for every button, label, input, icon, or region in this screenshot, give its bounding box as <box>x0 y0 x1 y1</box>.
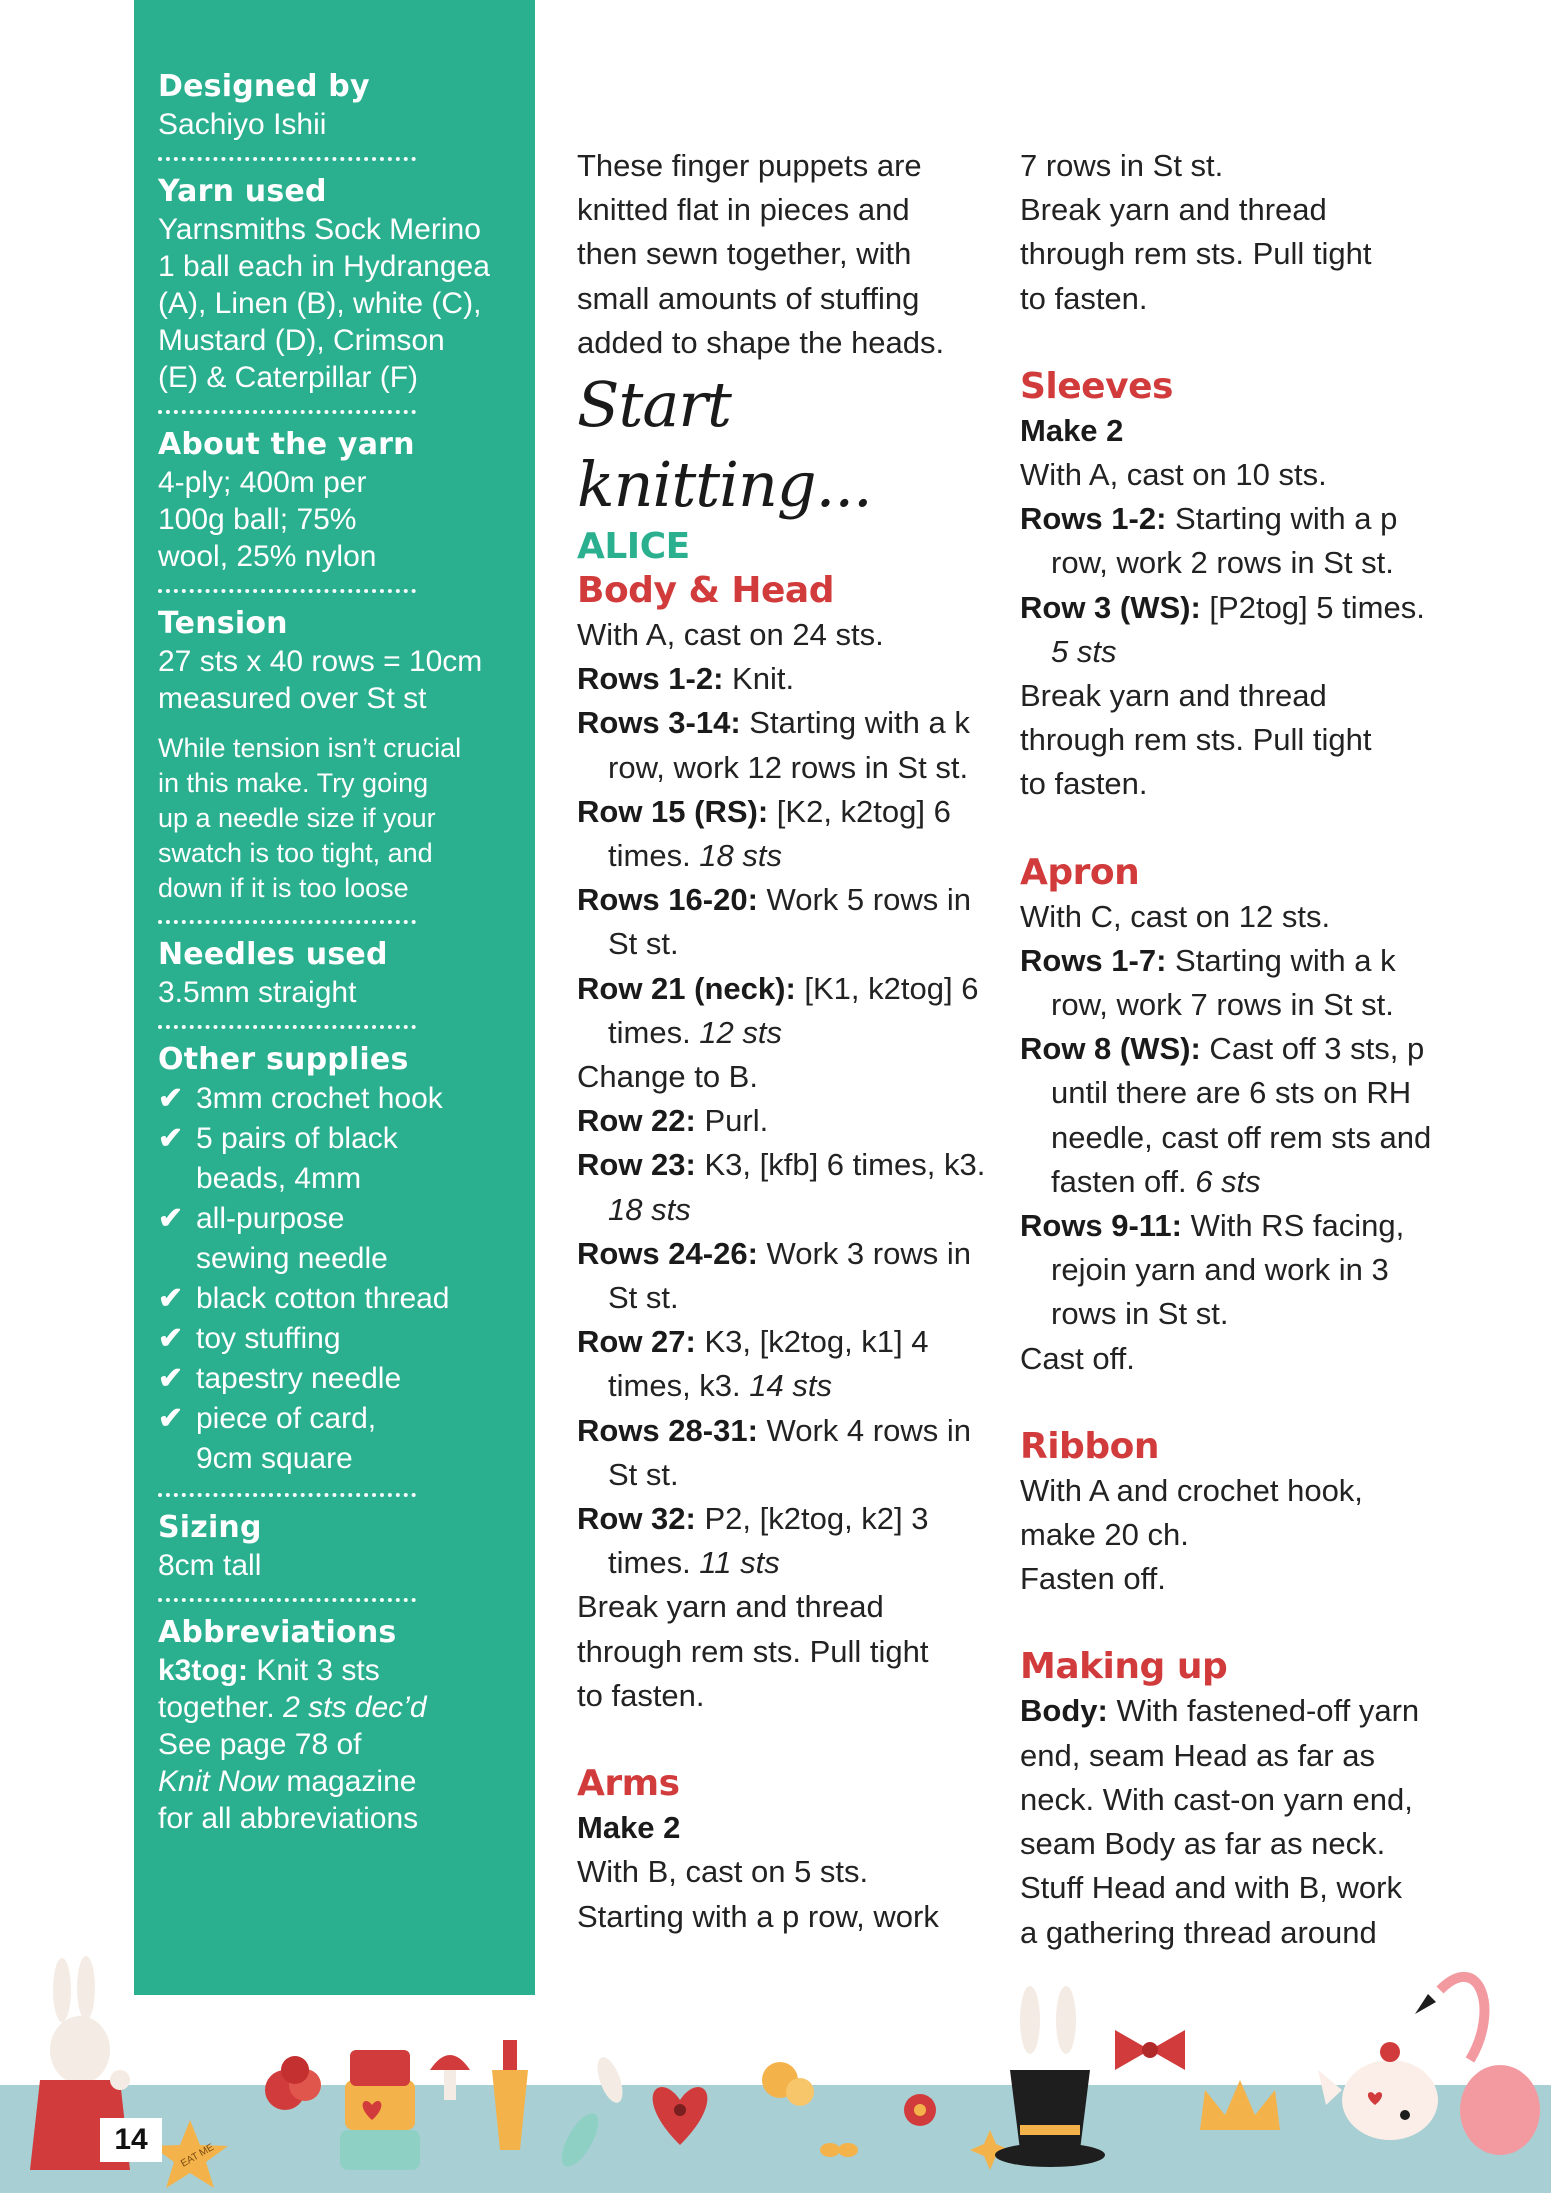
supplies-block <box>158 1041 513 1479</box>
teacup-icon <box>340 2050 420 2170</box>
check-icon: ✔ <box>158 1122 184 1155</box>
about-yarn-label: About the yarn <box>158 427 415 462</box>
instruction-row <box>577 790 987 878</box>
supply-text: toy stuffing <box>196 1322 341 1355</box>
instruction: end, seam Head as far as <box>1020 1737 1375 1773</box>
making-up-heading: Making up <box>1020 1646 1228 1688</box>
yarn-used-line: (A), Linen (B), white (C), <box>158 287 482 320</box>
check-icon: ✔ <box>158 1362 184 1395</box>
list-item <box>158 1279 513 1319</box>
needles-block <box>158 936 513 1011</box>
make-count <box>1020 409 1440 453</box>
star-icon <box>152 2120 228 2188</box>
about-yarn-line: 4-ply; 400m per <box>158 466 367 499</box>
mushroom-icon <box>430 2055 470 2100</box>
make-label: Make 2 <box>577 1810 681 1846</box>
row-text: P2, [k2tog, k2] 3 times. <box>608 1501 929 1581</box>
instruction: make 20 ch. <box>1020 1517 1189 1553</box>
instruction-row <box>577 1320 987 1408</box>
list-item <box>158 1199 513 1279</box>
instruction: Fasten off. <box>1020 1561 1166 1597</box>
ribbon-heading: Ribbon <box>1020 1425 1159 1467</box>
instruction-row <box>1020 1027 1440 1204</box>
tension-note-line: down if it is too loose <box>158 873 409 903</box>
stitch-count: 5 sts <box>1051 633 1117 669</box>
row-label: Rows 24-26: <box>577 1235 758 1271</box>
row-label: Rows 16-20: <box>577 882 758 918</box>
instruction: neck. With cast-on yarn end, <box>1020 1781 1413 1817</box>
row-text: K3, [k2tog, k1] 4 times, k3. <box>608 1324 929 1404</box>
row-label: Row 8 (WS): <box>1020 1031 1201 1067</box>
instruction: Break yarn and thread <box>1020 192 1327 228</box>
sizing-block <box>158 1509 513 1584</box>
instruction-row <box>1020 1204 1440 1337</box>
divider <box>158 920 416 924</box>
abbreviation-def: 2 sts dec’d <box>283 1691 427 1724</box>
instruction-row <box>1020 497 1440 585</box>
abbreviation-entry <box>158 1689 513 1726</box>
row-label: Rows 1-7: <box>1020 942 1167 978</box>
needles-value: 3.5mm straight <box>158 976 357 1009</box>
potion-icon <box>492 2040 528 2150</box>
instruction: Stuff Head and with B, work <box>1020 1870 1402 1906</box>
tension-label: Tension <box>158 606 288 641</box>
yarn-used-label: Yarn used <box>158 174 327 209</box>
divider <box>158 1598 416 1602</box>
abbreviations-label: Abbreviations <box>158 1615 397 1650</box>
teapot-icon <box>1318 2042 1438 2140</box>
stitch-count: 12 sts <box>699 1014 783 1050</box>
arms-heading: Arms <box>577 1763 680 1805</box>
butterfly-icon <box>820 2143 858 2157</box>
heart-lock-icon <box>653 2087 708 2145</box>
instruction-row <box>577 967 987 1055</box>
tension-note-line: While tension isn’t crucial <box>158 733 462 763</box>
check-icon: ✔ <box>158 1202 184 1235</box>
apron-heading: Apron <box>1020 851 1140 893</box>
yarn-used-line: Mustard (D), Crimson <box>158 324 445 357</box>
instruction: to fasten. <box>1020 766 1148 802</box>
instruction: 7 rows in St st. <box>1020 148 1224 183</box>
divider <box>158 1493 416 1497</box>
stitch-count: 11 sts <box>699 1545 780 1581</box>
abbreviation-def: together. <box>158 1691 284 1724</box>
intro-line: added to shape the heads. <box>577 324 945 360</box>
instruction: Break yarn and thread <box>1020 678 1327 714</box>
instruction-row <box>577 1409 987 1497</box>
page-number: 14 <box>100 2118 162 2162</box>
row-label: Row 23: <box>577 1147 696 1183</box>
row-text: Purl. <box>695 1103 769 1139</box>
tension-note-line: up a needle size if your <box>158 803 436 833</box>
abbreviation-term: k3tog: <box>158 1654 248 1687</box>
tension-note-line: swatch is too tight, and <box>158 838 433 868</box>
row-label: Rows 3-14: <box>577 705 741 741</box>
instruction: to fasten. <box>577 1677 705 1713</box>
row-label: Row 22: <box>577 1103 696 1139</box>
instruction: a gathering thread around <box>1020 1914 1377 1950</box>
row-label: Rows 1-2: <box>577 661 724 697</box>
instruction: Cast off. <box>1020 1340 1135 1376</box>
supply-text: black cotton thread <box>196 1282 450 1315</box>
list-item <box>158 1079 513 1119</box>
red-flower-icon <box>904 2094 936 2126</box>
stitch-count: 14 sts <box>749 1368 832 1404</box>
instruction: Change to B. <box>577 1059 758 1095</box>
abbreviation-text: magazine <box>278 1765 417 1798</box>
about-yarn-line: 100g ball; 75% <box>158 503 357 536</box>
instruction: With B, cast on 5 sts. <box>577 1854 869 1890</box>
row-text: With fastened-off yarn <box>1107 1693 1420 1729</box>
instruction: Starting with a p row, work <box>577 1898 939 1934</box>
instruction: through rem sts. Pull tight <box>1020 236 1372 272</box>
instruction: With A and crochet hook, <box>1020 1472 1363 1508</box>
instruction-row <box>577 1099 987 1143</box>
magazine-name: Knit Now <box>158 1765 279 1798</box>
flamingo-icon <box>1415 1977 1540 2155</box>
row-text: [K2, k2tog] 6 times. <box>608 793 951 874</box>
divider <box>158 410 416 414</box>
abbreviations-block <box>158 1614 513 1837</box>
yarn-used-line: 1 ball each in Hydrangea <box>158 250 490 283</box>
row-text: Work 3 rows in St st. <box>608 1235 971 1316</box>
supply-text: 9cm square <box>196 1442 353 1475</box>
instruction: With C, cast on 12 sts. <box>1020 898 1331 934</box>
top-hat-icon <box>995 1986 1105 2167</box>
intro-line: These finger puppets are <box>577 148 922 183</box>
supply-text: piece of card, <box>196 1402 377 1435</box>
sleeves-heading: Sleeves <box>1020 365 1173 407</box>
row-text: Work 5 rows in St st. <box>608 882 971 962</box>
tension-block <box>158 605 513 906</box>
designed-by-label: Designed by <box>158 69 370 104</box>
instruction: to fasten. <box>1020 280 1148 316</box>
start-knitting-heading: Start knitting... <box>577 368 872 522</box>
check-icon: ✔ <box>158 1322 184 1355</box>
yarn-used-block <box>158 173 513 396</box>
stitch-count: 18 sts <box>699 838 783 874</box>
row-text: Knit. <box>723 661 795 697</box>
row-label: Row 32: <box>577 1501 696 1537</box>
alice-heading: ALICE <box>577 526 690 568</box>
wonderland-illustration <box>0 1930 1551 2193</box>
sizing-value: 8cm tall <box>158 1549 262 1582</box>
pattern-column-1 <box>577 144 987 1939</box>
make-label: Make 2 <box>1020 412 1124 448</box>
row-label: Rows 28-31: <box>577 1412 758 1448</box>
row-text: Cast off 3 sts, p until there are 6 sts on RH needle, cast off rem sts and fasten off. <box>1051 1031 1432 1199</box>
supply-text: all-purpose <box>196 1202 345 1235</box>
supply-text: tapestry needle <box>196 1362 402 1395</box>
check-icon: ✔ <box>158 1082 184 1115</box>
abbreviation-last: for all abbreviations <box>158 1802 419 1835</box>
instruction: through rem sts. Pull tight <box>1020 722 1372 758</box>
list-item <box>158 1359 513 1399</box>
instruction: With A, cast on 10 sts. <box>1020 457 1327 493</box>
abbreviation-see: See page 78 of <box>158 1728 362 1761</box>
body-head-heading: Body & Head <box>577 570 834 612</box>
flower-icon <box>265 2056 321 2110</box>
supplies-label: Other supplies <box>158 1042 409 1077</box>
row-text: K3, [kfb] 6 times, k3. <box>695 1147 986 1183</box>
abbreviation-entry <box>158 1652 513 1689</box>
row-label: Row 15 (RS): <box>577 793 769 829</box>
list-item <box>158 1119 513 1199</box>
supply-text: sewing needle <box>196 1242 388 1275</box>
list-item <box>158 1399 513 1479</box>
row-label: Row 27: <box>577 1324 696 1360</box>
bow-icon <box>1115 2030 1185 2070</box>
make-count <box>577 1806 987 1850</box>
stitch-count: 18 sts <box>608 1191 691 1227</box>
divider <box>158 589 416 593</box>
intro-line: then sewn together, with <box>577 236 912 272</box>
row-text: Starting with a k row, work 12 rows in St st. <box>608 705 970 785</box>
yellow-flower-icon <box>762 2062 814 2106</box>
row-text: [K1, k2tog] 6 times. <box>608 970 979 1050</box>
leaf-icon <box>555 2054 628 2172</box>
row-label: Row 21 (neck): <box>577 970 796 1006</box>
instruction-row <box>577 878 987 966</box>
yarn-used-line: (E) & Caterpillar (F) <box>158 361 419 394</box>
pattern-column-2 <box>1020 144 1440 1955</box>
crown-icon <box>1200 2080 1280 2130</box>
abbreviation-mag <box>158 1763 513 1800</box>
supplies-list <box>158 1079 513 1479</box>
instruction <box>1020 1689 1440 1733</box>
about-yarn-line: wool, 25% nylon <box>158 540 377 573</box>
row-label: Row 3 (WS): <box>1020 589 1201 625</box>
intro-line: knitted flat in pieces and <box>577 192 910 228</box>
instruction-row <box>577 701 987 789</box>
info-sidebar <box>134 0 535 1995</box>
divider <box>158 157 416 161</box>
instruction-row <box>577 1497 987 1585</box>
divider <box>158 1025 416 1029</box>
stitch-count: 6 sts <box>1195 1163 1261 1199</box>
instruction: seam Body as far as neck. <box>1020 1826 1386 1862</box>
supply-text: 3mm crochet hook <box>196 1082 443 1115</box>
row-text: Starting with a k row, work 7 rows in St st. <box>1051 942 1396 1023</box>
tension-line: measured over St st <box>158 682 427 715</box>
instruction-row <box>577 1143 987 1231</box>
row-text: Starting with a p row, work 2 rows in St st. <box>1051 501 1398 581</box>
designer-name: Sachiyo Ishii <box>158 108 327 141</box>
supply-text: 5 pairs of black <box>196 1122 398 1155</box>
tension-line: 27 sts x 40 rows = 10cm <box>158 645 483 678</box>
list-item <box>158 1319 513 1359</box>
row-text: [P2tog] 5 times. <box>1200 589 1425 625</box>
about-yarn-block <box>158 426 513 575</box>
abbreviation-def: Knit 3 sts <box>248 1654 380 1687</box>
supply-text: beads, 4mm <box>196 1162 362 1195</box>
instruction: Break yarn and thread <box>577 1589 884 1625</box>
row-text: With RS facing, rejoin yarn and work in 3 rows in St st. <box>1051 1208 1405 1332</box>
row-label: Rows 1-2: <box>1020 501 1167 537</box>
row-label: Body: <box>1020 1693 1108 1729</box>
row-text: Work 4 rows in St st. <box>608 1412 971 1492</box>
designer-block <box>158 68 513 143</box>
intro-line: small amounts of stuffing <box>577 280 920 316</box>
tension-note-line: in this make. Try going <box>158 768 429 798</box>
check-icon: ✔ <box>158 1282 184 1315</box>
sizing-label: Sizing <box>158 1510 262 1545</box>
needles-label: Needles used <box>158 937 388 972</box>
yarn-used-line: Yarnsmiths Sock Merino <box>158 213 481 246</box>
row-label: Rows 9-11: <box>1020 1208 1182 1244</box>
check-icon: ✔ <box>158 1402 184 1435</box>
instruction-row <box>577 1232 987 1320</box>
eat-me-label: EAT ME <box>179 2141 217 2170</box>
instruction-row <box>1020 939 1440 1027</box>
instruction: through rem sts. Pull tight <box>577 1633 929 1669</box>
instruction-row <box>577 657 987 701</box>
instruction-row <box>1020 586 1440 674</box>
instruction: With A, cast on 24 sts. <box>577 617 884 653</box>
